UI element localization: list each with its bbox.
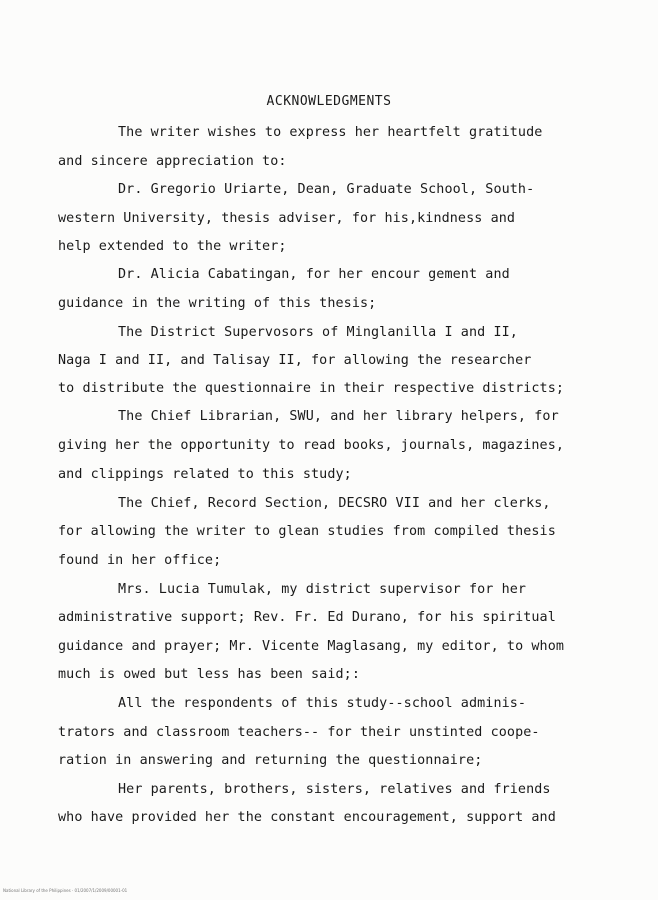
text-line: guidance and prayer; Mr. Vicente Maglasang, my editor, to whom xyxy=(58,639,565,654)
text-line: help extended to the writer; xyxy=(58,239,287,254)
text-line: found in her office; xyxy=(58,553,222,568)
text-line: guidance in the writing of this thesis; xyxy=(58,296,377,311)
text-line: The District Supervosors of Minglanilla I and II, xyxy=(118,325,518,340)
text-line: trators and classroom teachers-- for their unstinted coope- xyxy=(58,725,540,740)
text-line: and clippings related to this study; xyxy=(58,467,352,482)
text-line: much is owed but less has been said;: xyxy=(58,667,360,682)
text-line: giving her the opportunity to read books, journals, magazines, xyxy=(58,438,565,453)
text-line: who have provided her the constant encouragement, support and xyxy=(58,810,556,825)
text-line: Dr. Alicia Cabatingan, for her encour gement and xyxy=(118,267,510,282)
text-line: Mrs. Lucia Tumulak, my district supervisor for her xyxy=(118,582,527,597)
text-line: Her parents, brothers, sisters, relatives and friends xyxy=(118,782,551,797)
text-line: Naga I and II, and Talisay II, for allowing the researcher xyxy=(58,353,532,368)
text-line: for allowing the writer to glean studies from compiled thesis xyxy=(58,524,556,539)
text-line: western University, thesis adviser, for his,kindness and xyxy=(58,211,516,226)
text-line: Dr. Gregorio Uriarte, Dean, Graduate School, South- xyxy=(118,182,535,197)
text-line: and sincere appreciation to: xyxy=(58,154,287,169)
page-title: ACKNOWLEDGMENTS xyxy=(266,94,392,109)
text-line: ration in answering and returning the questionnaire; xyxy=(58,753,483,768)
text-line: The Chief Librarian, SWU, and her library helpers, for xyxy=(118,409,559,424)
text-line: All the respondents of this study--school adminis- xyxy=(118,696,527,711)
text-line: to distribute the questionnaire in their respective districts; xyxy=(58,381,565,396)
text-line: administrative support; Rev. Fr. Ed Durano, for his spiritual xyxy=(58,610,556,625)
text-line: The Chief, Record Section, DECSRO VII and her clerks, xyxy=(118,496,551,511)
text-line: The writer wishes to express her heartfelt gratitude xyxy=(118,125,543,140)
scan-footer-note: National Library of the Philippines · 01/2007/1/2009/00001-01 xyxy=(3,888,128,893)
